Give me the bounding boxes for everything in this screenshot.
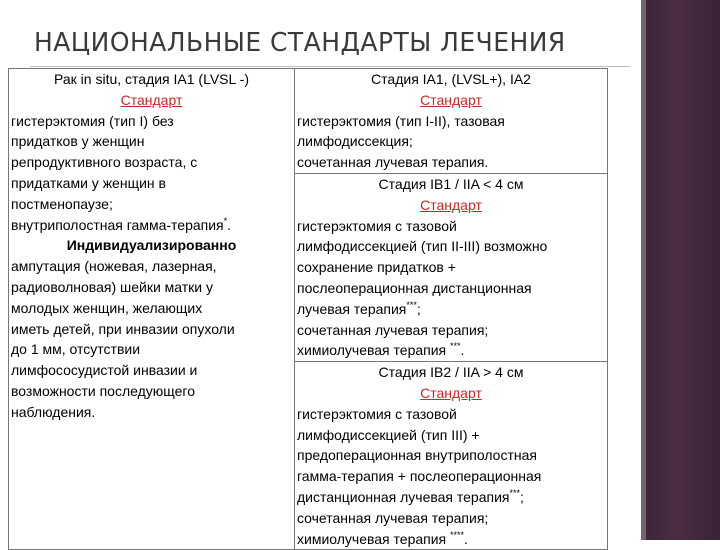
- footnote-mark: ***: [450, 341, 461, 352]
- text-line: гистерэктомия с тазовой: [297, 405, 457, 422]
- text-line: [297, 299, 605, 320]
- text-line: сочетанная лучевая терапия;: [297, 321, 489, 338]
- footnote-mark: ****: [450, 529, 465, 540]
- treatment-standards-table: [8, 68, 608, 550]
- text-line: послеоперационная дистанционная: [297, 279, 532, 296]
- text-line-end: ;: [520, 488, 524, 505]
- text-line: возможности последующего: [11, 382, 196, 399]
- text-line: сочетанная лучевая терапия;: [297, 509, 489, 526]
- cell-heading: Стадия IB1 / IIA < 4 см: [378, 175, 524, 192]
- text-line: радиоволновая) шейки матки у: [11, 278, 214, 295]
- text-line-end: .: [460, 342, 465, 359]
- side-bar-stripe: [641, 0, 646, 540]
- text-line-content: химиолучевая терапия: [297, 530, 451, 547]
- text-line: [297, 529, 605, 550]
- text-line: придатков у женщин: [11, 133, 145, 150]
- text-line: ампутация (ножевая, лазерная,: [11, 258, 217, 275]
- text-line-content: внутриполостная гамма-терапия: [11, 216, 224, 233]
- footnote-mark: ***: [509, 487, 521, 498]
- text-line: предоперационная внутриполостная: [297, 447, 537, 464]
- text-line: [297, 340, 605, 361]
- text-line: лимфодиссекцией (тип III) +: [297, 426, 480, 443]
- text-line-content: химиолучевая терапия: [297, 342, 451, 359]
- text-line: постменопаузе;: [11, 195, 113, 212]
- text-line-end: .: [464, 530, 468, 547]
- cell-heading: Стадия IA1, (LVSL+), IA2: [371, 71, 531, 87]
- text-line: молодых женщин, желающих: [11, 299, 203, 316]
- text-line: наблюдения.: [11, 403, 96, 420]
- text-line-end: ;: [416, 300, 421, 317]
- footnote-mark: ***: [406, 299, 417, 310]
- text-line: придатками у женщин в: [11, 174, 166, 191]
- text-line: сочетанная лучевая терапия.: [297, 154, 489, 171]
- text-line: [297, 487, 605, 508]
- text-line: [11, 215, 292, 236]
- standard-label: Стандарт: [420, 196, 482, 213]
- cell-heading: Рак in situ, стадия IA1 (LVSL -): [54, 71, 249, 87]
- stage-ia1-lvsl-neg-cell: [9, 69, 295, 550]
- text-line: лимфодиссекция;: [297, 133, 413, 150]
- text-line: гамма-терапия + послеоперационная: [297, 468, 542, 485]
- text-line: гистерэктомия с тазовой: [297, 217, 457, 234]
- text-line: гистерэктомия (тип I) без: [11, 112, 174, 129]
- text-line: иметь детей, при инвазии опухоли: [11, 320, 235, 337]
- table-row: [9, 69, 608, 174]
- footnote-mark: *: [223, 215, 228, 226]
- text-line: лимфодиссекцией (тип II-III) возможно: [297, 238, 548, 255]
- text-line-end: .: [227, 216, 232, 233]
- text-line-content: дистанционная лучевая терапия: [297, 488, 510, 505]
- standard-label: Стандарт: [420, 91, 482, 108]
- text-line: репродуктивного возраста, с: [11, 154, 198, 171]
- text-line: лимфососудистой инвазии и: [11, 362, 198, 379]
- standard-label: Стандарт: [420, 384, 482, 401]
- individual-label: Индивидуализированно: [66, 237, 237, 254]
- standard-label: Стандарт: [120, 91, 183, 108]
- text-line: до 1 мм, отсутствии: [11, 341, 141, 358]
- title-divider: [30, 66, 630, 67]
- cell-heading: Стадия IB2 / IIA > 4 см: [378, 364, 524, 381]
- decorative-side-bar: [641, 0, 720, 540]
- stage-ia1-lvsl-pos-ia2-cell: [295, 69, 608, 174]
- page-title: НАЦИОНАЛЬНЫЕ СТАНДАРТЫ ЛЕЧЕНИЯ: [34, 28, 566, 58]
- text-line: сохранение придатков +: [297, 259, 456, 276]
- text-line-content: лучевая терапия: [297, 300, 407, 317]
- stage-ib1-iia-small-cell: [295, 173, 608, 361]
- stage-ib2-iia-large-cell: [295, 362, 608, 550]
- text-line: гистерэктомия (тип I-II), тазовая: [297, 112, 505, 129]
